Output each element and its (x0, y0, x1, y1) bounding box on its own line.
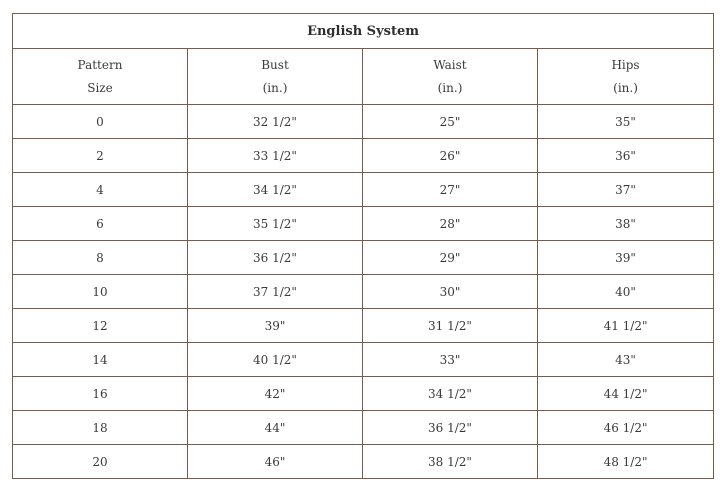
cell-hips: 38" (538, 207, 714, 241)
cell-waist: 33" (363, 343, 538, 377)
cell-bust: 40 1/2" (188, 343, 363, 377)
cell-waist: 38 1/2" (363, 445, 538, 479)
table-row (13, 207, 714, 241)
cell-hips: 40" (538, 275, 714, 309)
cell-hips: 37" (538, 173, 714, 207)
cell-hips: 48 1/2" (538, 445, 714, 479)
cell-pattern-size: 0 (13, 105, 188, 139)
cell-hips: 44 1/2" (538, 377, 714, 411)
header-label: Waist (433, 57, 467, 72)
header-waist (363, 49, 538, 105)
cell-bust: 36 1/2" (188, 241, 363, 275)
cell-pattern-size: 16 (13, 377, 188, 411)
cell-waist: 34 1/2" (363, 377, 538, 411)
table-row (13, 173, 714, 207)
table-row (13, 445, 714, 479)
cell-hips: 39" (538, 241, 714, 275)
table-row (13, 241, 714, 275)
cell-waist: 31 1/2" (363, 309, 538, 343)
cell-bust: 37 1/2" (188, 275, 363, 309)
cell-waist: 36 1/2" (363, 411, 538, 445)
table-row (13, 343, 714, 377)
header-label: Hips (611, 57, 640, 72)
cell-hips: 41 1/2" (538, 309, 714, 343)
table-row (13, 411, 714, 445)
cell-bust: 44" (188, 411, 363, 445)
table-row (13, 105, 714, 139)
cell-bust: 34 1/2" (188, 173, 363, 207)
cell-pattern-size: 12 (13, 309, 188, 343)
cell-bust: 35 1/2" (188, 207, 363, 241)
cell-hips: 43" (538, 343, 714, 377)
table-row (13, 309, 714, 343)
cell-bust: 32 1/2" (188, 105, 363, 139)
cell-hips: 36" (538, 139, 714, 173)
cell-waist: 27" (363, 173, 538, 207)
table-body (13, 105, 714, 479)
header-label: Size (87, 80, 113, 95)
cell-waist: 25" (363, 105, 538, 139)
cell-waist: 26" (363, 139, 538, 173)
cell-bust: 39" (188, 309, 363, 343)
cell-waist: 28" (363, 207, 538, 241)
title-row (13, 14, 714, 49)
cell-pattern-size: 4 (13, 173, 188, 207)
size-chart-table (12, 13, 714, 479)
cell-bust: 46" (188, 445, 363, 479)
header-label: Pattern (77, 57, 123, 72)
cell-waist: 30" (363, 275, 538, 309)
header-bust (188, 49, 363, 105)
header-label: Bust (261, 57, 289, 72)
table-row (13, 377, 714, 411)
cell-hips: 46 1/2" (538, 411, 714, 445)
cell-bust: 33 1/2" (188, 139, 363, 173)
cell-pattern-size: 14 (13, 343, 188, 377)
header-unit: (in.) (262, 80, 288, 95)
header-hips (538, 49, 714, 105)
table-row (13, 275, 714, 309)
header-unit: (in.) (437, 80, 463, 95)
cell-pattern-size: 10 (13, 275, 188, 309)
cell-pattern-size: 20 (13, 445, 188, 479)
table-row (13, 139, 714, 173)
cell-waist: 29" (363, 241, 538, 275)
header-row (13, 49, 714, 105)
cell-pattern-size: 8 (13, 241, 188, 275)
cell-pattern-size: 18 (13, 411, 188, 445)
cell-hips: 35" (538, 105, 714, 139)
cell-pattern-size: 2 (13, 139, 188, 173)
table-title: English System (13, 14, 714, 49)
cell-pattern-size: 6 (13, 207, 188, 241)
cell-bust: 42" (188, 377, 363, 411)
header-pattern-size (13, 49, 188, 105)
header-unit: (in.) (613, 80, 638, 95)
